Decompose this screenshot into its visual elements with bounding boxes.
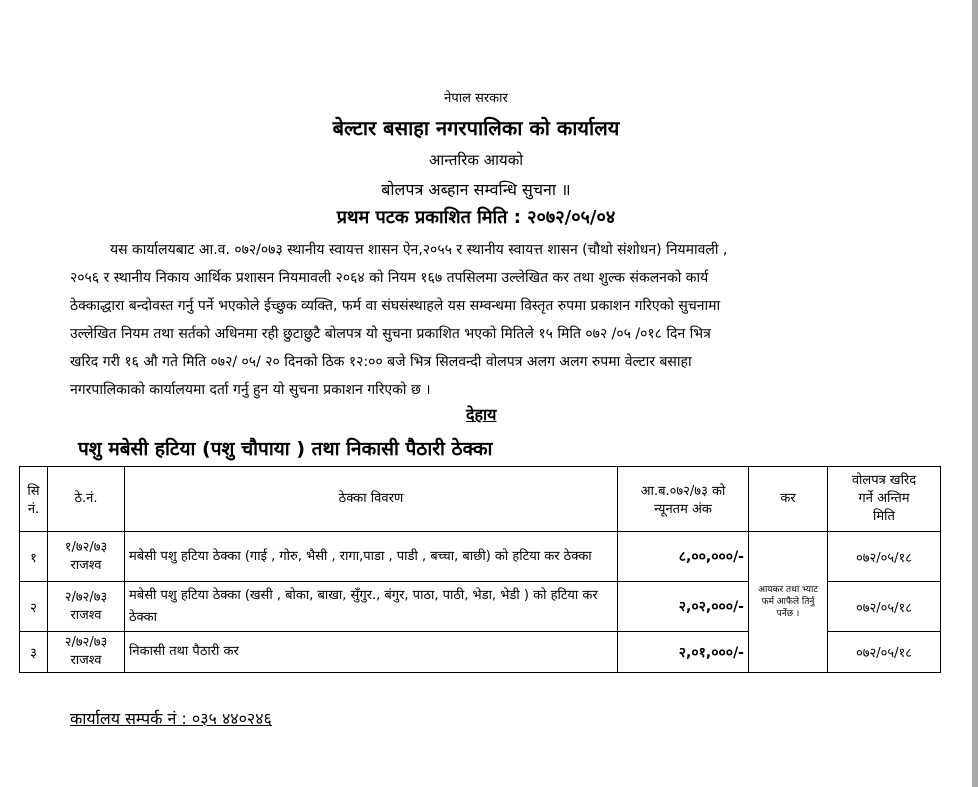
row-sn: १ (20, 532, 48, 582)
row-sn: २ (20, 582, 48, 632)
header-minimum-amount: आ.ब.०७२/७३ को न्यूनतम अंक (618, 467, 749, 532)
notice-body (70, 236, 926, 404)
row-last-date: ०७२/०५/१८ (828, 532, 941, 582)
tax-note: आयकर तथा भ्याट फर्म आफैले तिर्नु पर्नेछ । (749, 532, 828, 673)
row-description: मबेसी पशु हटिया ठेक्का (गाई , गोरु, भैसी , रागा,पाडा , पाडी , बच्चा, बाछी) को हटिया कर ठेक्का (125, 532, 618, 582)
body-line: उल्लेखित नियम तथा सर्तको अधिनमा रही छुटाछुटै बोलपत्र यो सुचना प्रकाशित भएको मितिले १५ मिति ०७२ /०५ /०१८ दिन भित्र (70, 326, 711, 342)
body-line: यस कार्यालयबाट आ.व. ०७२/०७३ स्थानीय स्वायत्त शासन ऐन,२०५५ र स्थानीय स्वायत्त शासन (चौथो संशोधन) नियमावली , (110, 242, 728, 258)
row-tender-no: १/७२/७३ राजश्व (48, 532, 125, 582)
tender-table (19, 466, 941, 673)
row-description: निकासी तथा पैठारी कर (125, 632, 618, 673)
table-row (20, 532, 941, 582)
header-sn: सि नं. (20, 467, 48, 532)
revenue-heading: आन्तरिक आयको (428, 151, 524, 169)
row-sn: ३ (20, 632, 48, 673)
notice-title: बोलपत्र अब्हान सम्वन्धि सुचना ॥ (381, 180, 571, 199)
row-minimum-amount: २,०१,०००/- (618, 632, 749, 673)
body-line: २०५६ र स्थानीय निकाय आर्थिक प्रशासन नियमावली २०६४ को नियम १६७ तपसिलमा उल्लेखित कर तथा शुल्क संकलनको कार्य (70, 270, 709, 286)
body-line: खरिद गरी १६ औ गते मिति ०७२/ ०५/ २० दिनको ठिक १२:०० बजे भित्र सिलवन्दी वोलपत्र अलग अलग रुपमा वेल्टार बसाहा (70, 354, 692, 370)
schedule-heading: देहाय (466, 405, 497, 424)
body-line: ठेक्काद्धारा बन्दोवस्त गर्नु पर्ने भएकोले ईच्छुक व्यक्ति, फर्म वा संघसंस्थाहले यस सम्वन्धमा विस्तृत रुपमा प्रकाशन गरिएको सुचनामा (70, 298, 721, 314)
tender-subject: पशु मबेसी हटिया (पशु चौपाया ) तथा निकासी पैठारी ठेक्का (78, 438, 493, 460)
row-tender-no: २/७२/७३ राजश्व (48, 582, 125, 632)
row-minimum-amount: ८,००,०००/- (618, 532, 749, 582)
published-date: प्रथम पटक प्रकाशित मिति : २०७२/०५/०४ (336, 207, 616, 228)
header-tender-no: ठे.नं. (48, 467, 125, 532)
government-heading: नेपाल सरकार (444, 91, 508, 106)
office-contact: कार्यालय सम्पर्क नं : ०३५ ४४०२४६ (70, 709, 272, 728)
office-title: बेल्टार बसाहा नगरपालिका को कार्यालय (332, 116, 620, 140)
header-tax: कर (749, 467, 828, 532)
table-header-row (20, 467, 941, 532)
row-last-date: ०७२/०५/१८ (828, 582, 941, 632)
header-last-date: वोलपत्र खरिद गर्ने अन्तिम मिति (828, 467, 941, 532)
row-description: मबेसी पशु हटिया ठेक्का (खसी , बोका, बाखा, सुँगुर., बंगुर, पाठा, पाठी, भेडा, भेडी ) को हटिया कर ठेक्का (125, 582, 618, 632)
row-last-date: ०७२/०५/१८ (828, 632, 941, 673)
row-minimum-amount: २,०२,०००/- (618, 582, 749, 632)
row-tender-no: २/७२/७३ राजश्व (48, 632, 125, 673)
header-description: ठेक्का विवरण (125, 467, 618, 532)
page-right-edge (972, 0, 978, 787)
body-line: नगरपालिकाको कार्यालयमा दर्ता गर्नु हुन यो सुचना प्रकाशन गरिएको छ । (70, 382, 431, 398)
